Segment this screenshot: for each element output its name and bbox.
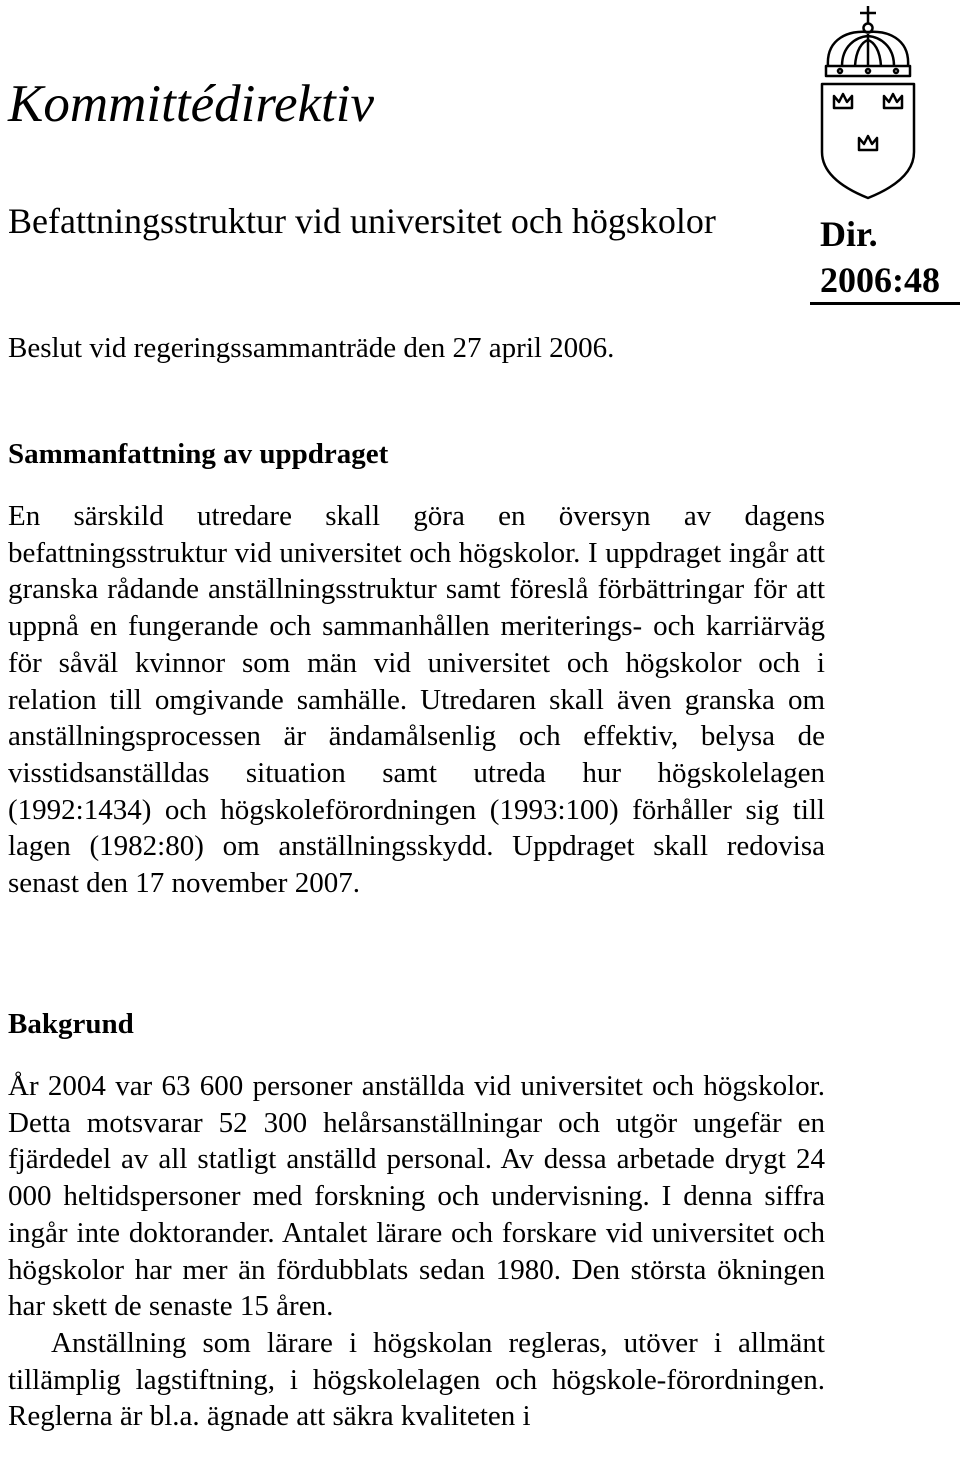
swedish-government-crest-icon <box>812 4 924 204</box>
document-type-title: Kommittédirektiv <box>8 75 375 133</box>
series-label: Dir. <box>820 214 878 254</box>
section-heading: Sammanfattning av uppdraget <box>8 438 389 470</box>
summary-section <box>8 436 825 902</box>
document-subject: Befattningsstruktur vid universitet och högskolor <box>8 201 716 241</box>
background-section <box>8 1006 825 1435</box>
background-paragraph: År 2004 var 63 600 personer anställda vid universitet och högskolor. Detta motsvarar 52 300 helårsanställningar och utgör ungefär en fjärdedel av all statligt anställd personal. Av dessa arbetade drygt 24 000 heltidspersoner med forskning och undervisning. I denna siffra ingår inte doktorander. Antalet lärare och forskare vid universitet och högskolor har mer än fördubblats sedan 1980. Den största ökningen har skett de senaste 15 åren. <box>8 1070 825 1323</box>
series-number: 2006:48 <box>820 260 940 300</box>
header-divider <box>810 302 960 305</box>
section-heading: Bakgrund <box>8 1008 134 1040</box>
background-paragraph: Anställning som lärare i högskolan regleras, utöver i allmänt tillämplig lagstiftning, i högskolelagen och högskole-förordningen. Reglerna är bl.a. ägnade att säkra kvaliteten i <box>8 1326 825 1433</box>
summary-paragraph: En särskild utredare skall göra en översyn av dagens befattningsstruktur vid universitet och högskolor. I uppdraget ingår att granska rådande anställningsstruktur samt föreslå förbättringar för att uppnå en fungerande och sammanhållen meriterings- och karriärväg för såväl kvinnor som män vid universitet och högskolor och i relation till omgivande samhälle. Utredaren skall även granska om anställningsprocessen är ändamålsenlig och effektiv, belysa de visstidsanställdas situation samt utreda hur högskolelagen (1992:1434) och högskoleförordningen (1993:100) förhåller sig till lagen (1982:80) om anställningsskydd. Uppdraget skall redovisa senast den 17 november 2007. <box>8 500 825 900</box>
decision-line: Beslut vid regeringssammanträde den 27 april 2006. <box>8 332 615 364</box>
